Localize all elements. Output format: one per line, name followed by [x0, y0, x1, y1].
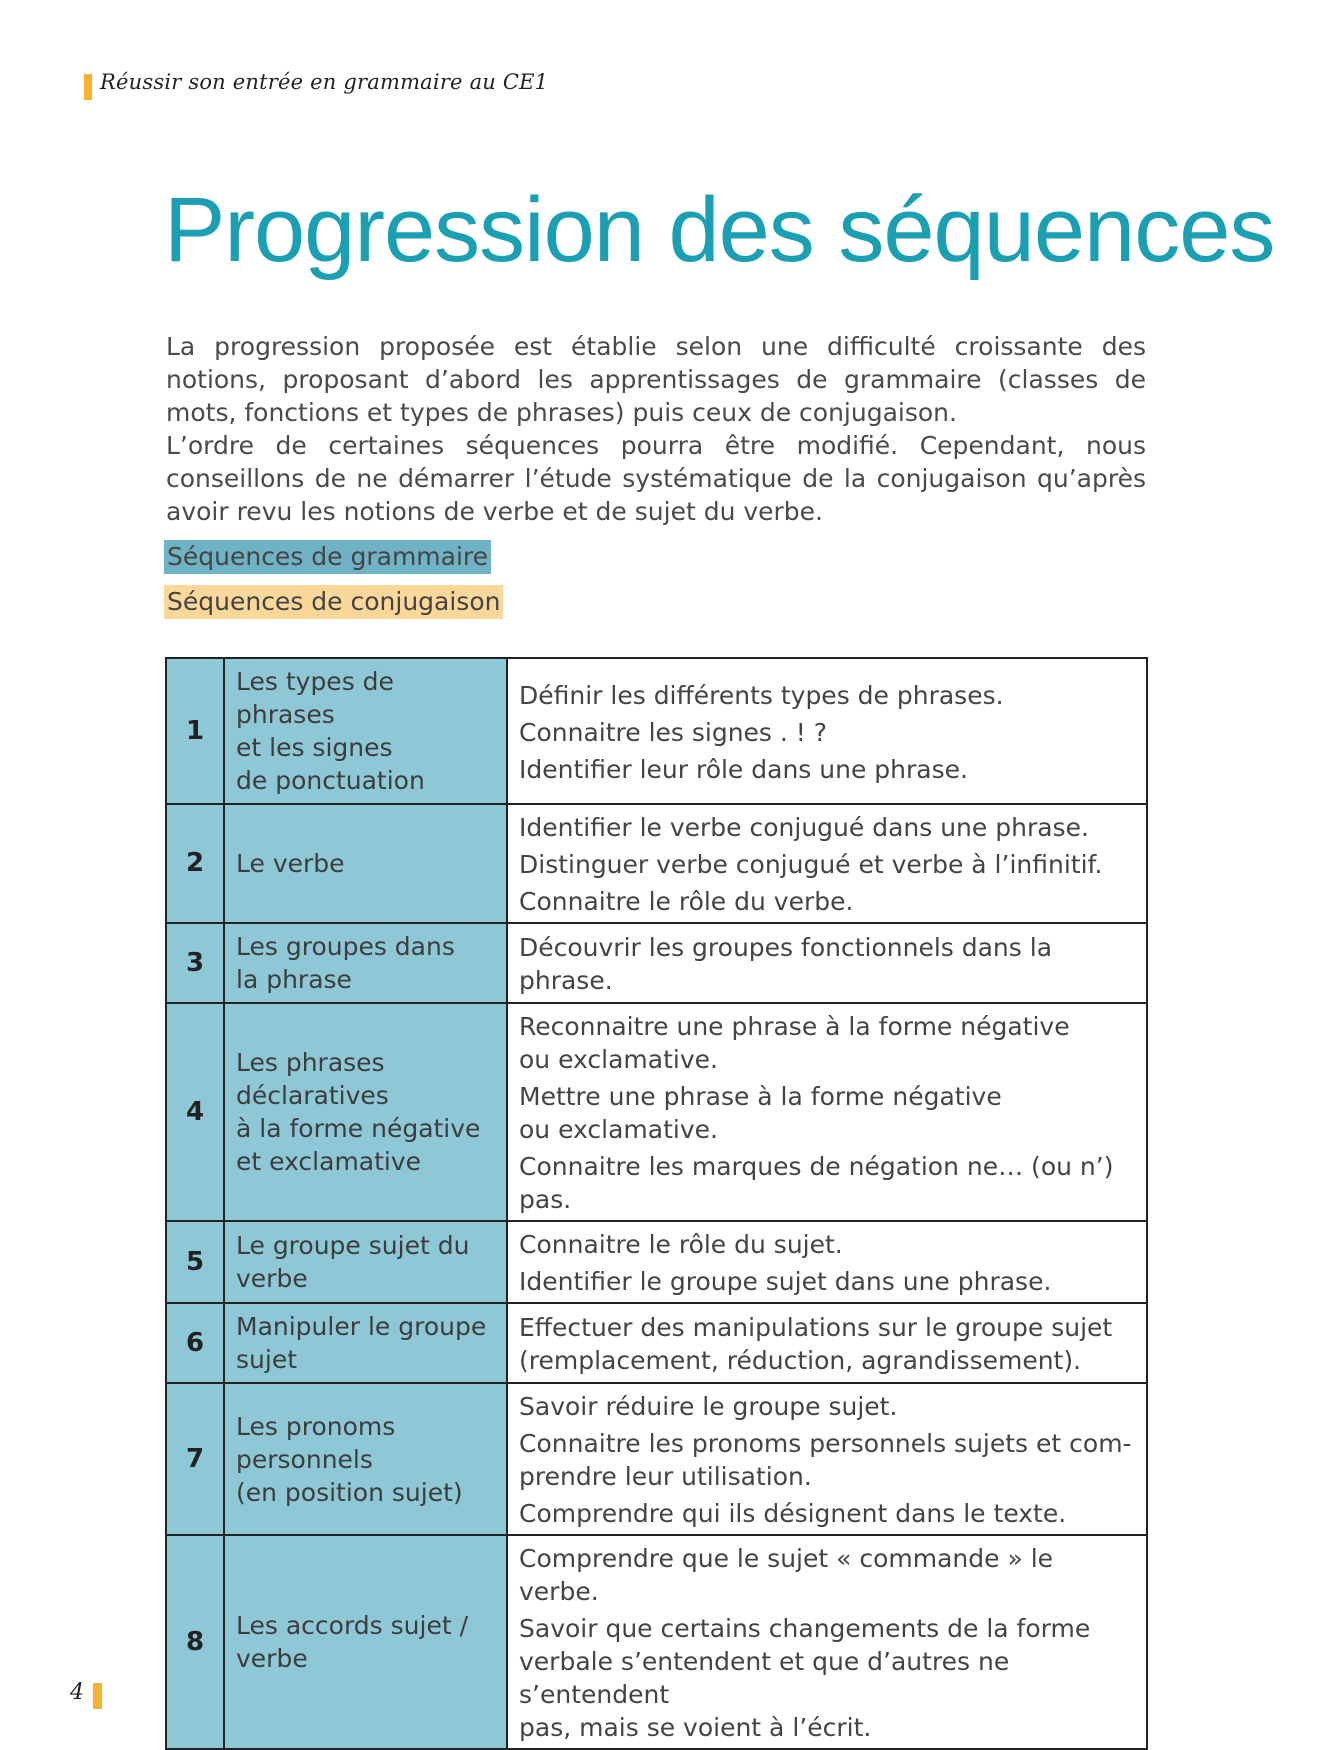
sequence-goals [507, 1221, 1147, 1303]
goal-item: Savoir que certains changements de la forme verbale s’entendent et que d’autres ne s’entendent pas, mais se voient à l’écrit. [519, 1614, 1091, 1742]
intro-paragraph-1: La progression proposée est établie selon une difficulté croissante des notions, proposant d’abord les apprentissages de grammaire (classes de mots, fonctions et types de phrases) puis ceux de conjugaison. [166, 332, 1146, 427]
sequence-table [165, 657, 1148, 1750]
sequence-goals [507, 1303, 1147, 1383]
goal-item: Effectuer des manipulations sur le groupe sujet (remplacement, réduction, agrandissement). [519, 1313, 1113, 1375]
table-row [166, 804, 1147, 923]
goal-item: Connaitre les pronoms personnels sujets et com- prendre leur utilisation. [519, 1429, 1132, 1491]
goal-item: Définir les différents types de phrases. [519, 680, 1004, 710]
goal-item: Identifier le verbe conjugué dans une phrase. [519, 813, 1089, 842]
page-title: Progression des séquences [164, 179, 1275, 281]
sequence-number: 7 [166, 1383, 224, 1535]
goal-item: Savoir réduire le groupe sujet. [519, 1392, 898, 1421]
goal-item: Connaitre le rôle du verbe. [519, 887, 854, 916]
table-row [166, 1221, 1147, 1303]
sequence-topic: Les types de phrases et les signes de ponctuation [224, 658, 507, 804]
goal-item: Identifier leur rôle dans une phrase. [519, 754, 968, 784]
legend-conjugation: Séquences de conjugaison [164, 585, 503, 619]
sequence-topic: Les accords sujet / verbe [224, 1535, 507, 1749]
sequence-topic: Les pronoms personnels (en position sujet) [224, 1383, 507, 1535]
goal-item: Connaitre les marques de négation ne… (ou n’) pas. [519, 1152, 1114, 1214]
sequence-table-body [166, 658, 1147, 1749]
table-row [166, 1003, 1147, 1221]
sequence-topic: Les phrases déclaratives à la forme négative et exclamative [224, 1003, 507, 1221]
goal-item: Distinguer verbe conjugué et verbe à l’infinitif. [519, 850, 1103, 879]
sequence-goals [507, 923, 1147, 1003]
sequence-goals [507, 804, 1147, 923]
goal-item: Identifier le groupe sujet dans une phrase. [519, 1267, 1052, 1296]
table-row [166, 1535, 1147, 1749]
goal-item: Reconnaitre une phrase à la forme négative ou exclamative. [519, 1012, 1070, 1074]
header-accent-bar [84, 74, 92, 100]
goal-item: Découvrir les groupes fonctionnels dans la phrase. [519, 933, 1053, 995]
sequence-topic: Le groupe sujet du verbe [224, 1221, 507, 1303]
sequence-number: 1 [166, 658, 224, 804]
sequence-number: 6 [166, 1303, 224, 1383]
legend-grammar: Séquences de grammaire [164, 540, 491, 574]
sequence-goals [507, 658, 1147, 804]
table-row [166, 1383, 1147, 1535]
sequence-topic: Les groupes dans la phrase [224, 923, 507, 1003]
sequence-topic: Manipuler le groupe sujet [224, 1303, 507, 1383]
running-header: Réussir son entrée en grammaire au CE1 [100, 70, 549, 94]
sequence-goals [507, 1535, 1147, 1749]
goal-item: Connaitre les signes . ! ? [519, 717, 828, 747]
page-number: 4 [70, 1680, 84, 1705]
sequence-goals [507, 1003, 1147, 1221]
sequence-number: 3 [166, 923, 224, 1003]
sequence-number: 2 [166, 804, 224, 923]
sequence-topic: Le verbe [224, 804, 507, 923]
intro-text [166, 330, 1146, 528]
goal-item: Connaitre le rôle du sujet. [519, 1230, 843, 1259]
sequence-number: 5 [166, 1221, 224, 1303]
table-row [166, 923, 1147, 1003]
footer-accent-bar [93, 1683, 102, 1709]
sequence-number: 8 [166, 1535, 224, 1749]
table-row [166, 1303, 1147, 1383]
goal-item: Comprendre qui ils désignent dans le texte. [519, 1499, 1067, 1528]
intro-paragraph-2: L’ordre de certaines séquences pourra être modifié. Cependant, nous conseillons de ne démarrer l’étude systématique de la conjugaison qu’après avoir revu les notions de verbe et de sujet du verbe. [166, 431, 1146, 526]
goal-item: Comprendre que le sujet « commande » le verbe. [519, 1544, 1054, 1606]
sequence-number: 4 [166, 1003, 224, 1221]
sequence-goals [507, 1383, 1147, 1535]
goal-item: Mettre une phrase à la forme négative ou exclamative. [519, 1082, 1002, 1144]
table-row [166, 658, 1147, 804]
